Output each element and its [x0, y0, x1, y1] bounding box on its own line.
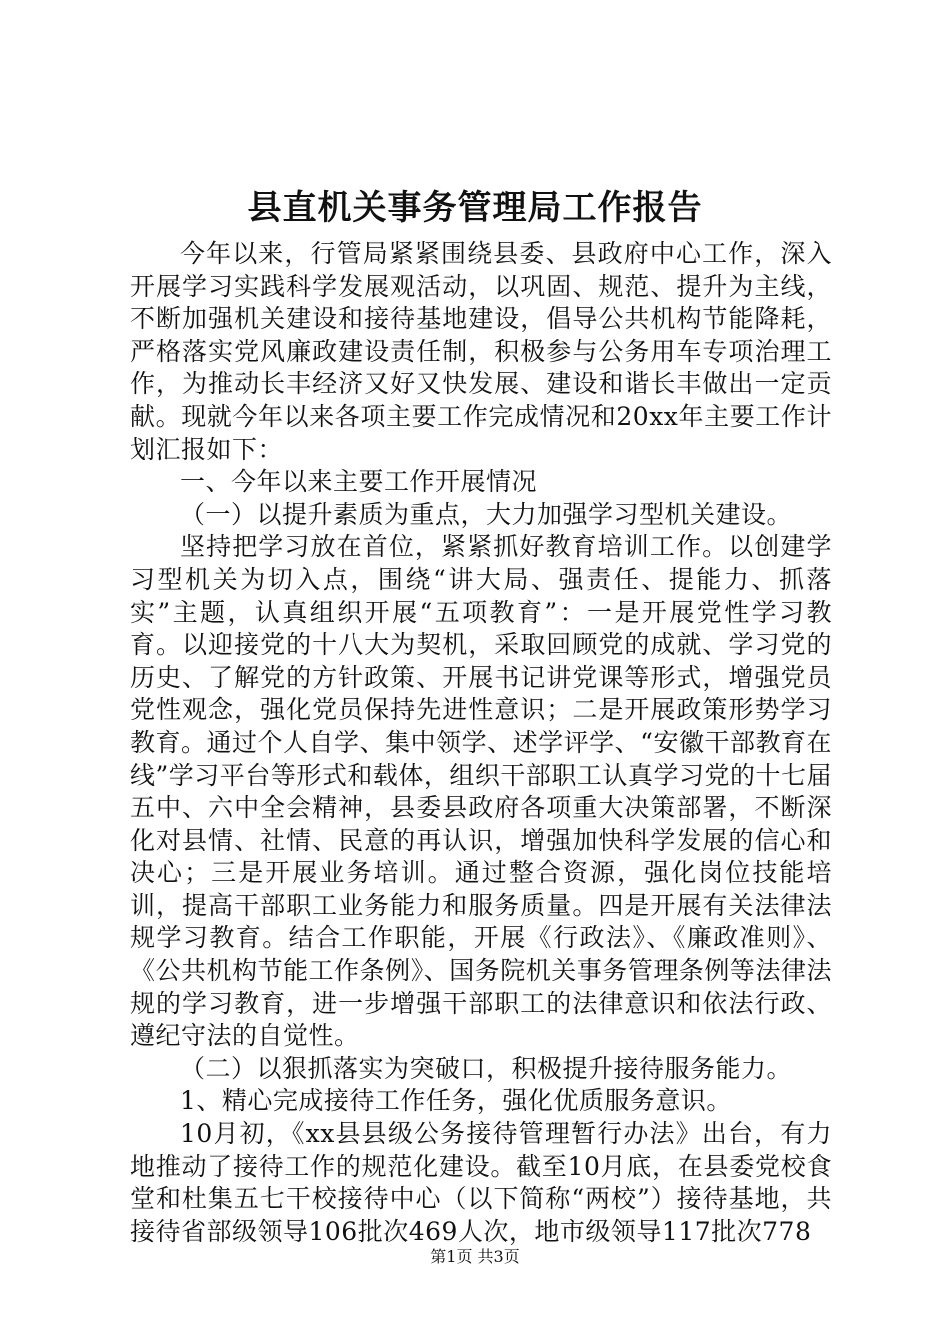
subsection-heading-1: （一）以提升素质为重点，大力加强学习型机关建设。	[180, 499, 793, 529]
document-body	[130, 238, 832, 1248]
page-footer: 第1页 共3页	[430, 1247, 520, 1266]
document-title: 县直机关事务管理局工作报告	[247, 188, 703, 228]
item-heading-1: 1、精心完成接待工作任务，强化优质服务意识。	[180, 1086, 732, 1116]
paragraph-study: 坚持把学习放在首位，紧紧抓好教育培训工作。以创建学习型机关为切入点，围绕“讲大局、强责任、提能力、抓落实”主题，认真组织开展“五项教育”：一是开展党性学习教育。以迎接党的十八大为契机，采取回顾党的成就、学习党的历史、了解党的方针政策、开展书记讲党课等形式，增强党员党性观念，强化党员保持先进性意识；二是开展政策形势学习教育。通过个人自学、集中领学、述学评学、“安徽干部教育在线”学习平台等形式和载体，组织干部职工认真学习党的十七届五中、六中全会精神，县委县政府各项重大决策部署，不断深化对县情、社情、民意的再认识，增强加快科学发展的信心和决心；三是开展业务培训。通过整合资源，强化岗位技能培训，提高干部职工业务能力和服务质量。四是开展有关法律法规学习教育。结合工作职能，开展《行政法》、《廉政准则》、《公共机构节能工作条例》、国务院机关事务管理条例等法律法规的学习教育，进一步增强干部职工的法律意识和依法行政、遵纪守法的自觉性。	[130, 532, 832, 1051]
subsection-heading-2: （二）以狠抓落实为突破口，积极提升接待服务能力。	[180, 1053, 793, 1083]
paragraph-reception: 10月初，《xx县县级公务接待管理暂行办法》出台，有力地推动了接待工作的规范化建设。截至10月底，在县委党校食堂和杜集五七干校接待中心（以下简称“两校”）接待基地，共接待省部级领导106批次469人次，地市级领导117批次778	[130, 1119, 832, 1246]
paragraph-intro: 今年以来，行管局紧紧围绕县委、县政府中心工作，深入开展学习实践科学发展观活动，以巩固、规范、提升为主线，不断加强机关建设和接待基地建设，倡导公共机构节能降耗，严格落实党风廉政建设责任制，积极参与公务用车专项治理工作，为推动长丰经济又好又快发展、建设和谐长丰做出一定贡献。现就今年以来各项主要工作完成情况和20xx年主要工作计划汇报如下：	[130, 239, 832, 464]
section-heading-1: 一、今年以来主要工作开展情况	[180, 467, 538, 497]
